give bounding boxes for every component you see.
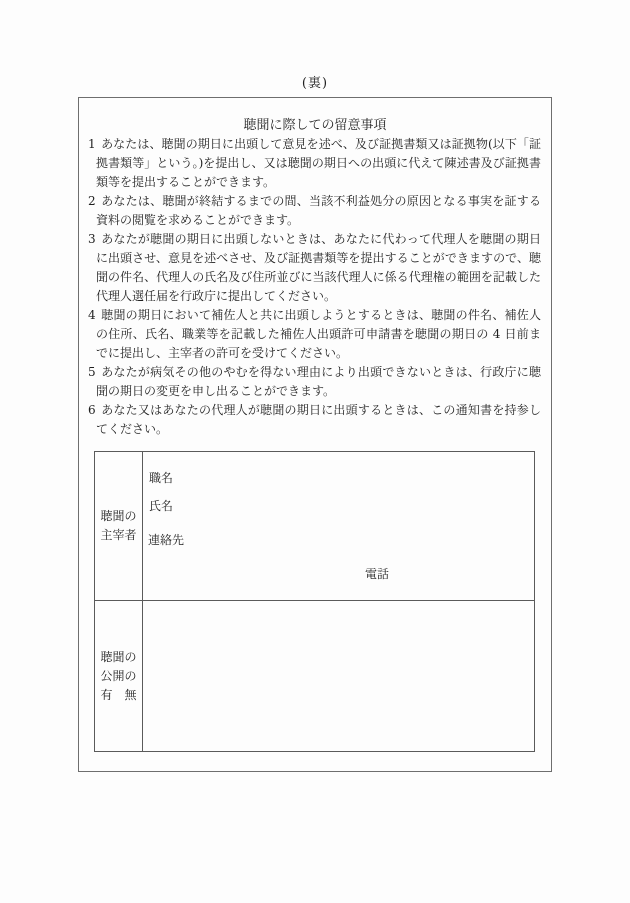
phone-field-label: 電話: [365, 567, 390, 581]
hearing-info-table: [94, 451, 535, 752]
item-number: 2: [88, 194, 96, 208]
notice-box: [78, 97, 552, 772]
disclosure-header-line: 有 無: [100, 687, 137, 702]
notice-title: 聴聞に際しての留意事項: [243, 118, 387, 133]
disclosure-header-line: 聴聞の: [100, 649, 137, 664]
notice-items: [79, 135, 551, 439]
item-text: あなたが病気その他のやむを得ない理由により出頭できないときは、行政庁に聴聞の期日の変更を申し出ることができます。: [96, 365, 541, 398]
presider-fields-cell: [143, 452, 535, 601]
item-number: 5: [88, 365, 96, 379]
item-text: あなた又はあなたの代理人が聴聞の期日に出頭するときは、この通知書を持参してください。: [96, 403, 541, 436]
presider-row: [95, 452, 535, 601]
position-field-label: 職名: [149, 471, 174, 485]
item-text: あなたは、聴聞が終結するまでの間、当該不利益処分の原因となる事実を証する資料の閲覧を求めることができます。: [96, 194, 541, 227]
item-text: あなたは、聴聞の期日に出頭して意見を述べ、及び証拠書類又は証拠物(以下「証拠書類等」という。)を提出し、又は聴聞の期日への出頭に代えて陳述書及び証拠書類等を提出することができます。: [96, 137, 541, 189]
disclosure-header-line: 公開の: [100, 668, 137, 683]
notice-item-2: [79, 192, 541, 230]
notice-item-4: [79, 306, 541, 363]
notice-item-5: [79, 363, 541, 401]
page-side-label: (裏): [301, 76, 329, 91]
notice-item-3: [79, 230, 541, 306]
presider-header-line: 聴聞の: [100, 509, 137, 523]
item-text: あなたが聴聞の期日に出頭しないときは、あなたに代わって代理人を聴聞の期日に出頭させ、意見を述べさせ、及び証拠書類等を提出することができますので、聴聞の件名、代理人の氏名及び住所並びに当該代理人に係る代理権の範囲を記載した代理人選任届を行政庁に提出してください。: [96, 232, 541, 303]
item-number: 1: [88, 137, 96, 151]
item-number: 4: [88, 308, 96, 322]
notice-item-1: [79, 135, 541, 192]
disclosure-header-cell: [95, 601, 143, 752]
disclosure-row: [95, 601, 535, 752]
notice-item-6: [79, 401, 541, 439]
presider-header-cell: [95, 452, 143, 601]
item-number: 6: [88, 403, 96, 417]
contact-field-label: 連絡先: [148, 533, 185, 547]
presider-header-line: 主宰者: [100, 528, 137, 542]
disclosure-value-cell: [143, 601, 535, 752]
item-text: 聴聞の期日において補佐人と共に出頭しようとするときは、聴聞の件名、補佐人の住所、氏名、職業等を記載した補佐人出頭許可申請書を聴聞の期日の 4 日前までに提出し、主宰者の許可を受けてください。: [96, 308, 541, 360]
name-field-label: 氏名: [149, 499, 174, 513]
item-number: 3: [88, 232, 96, 246]
